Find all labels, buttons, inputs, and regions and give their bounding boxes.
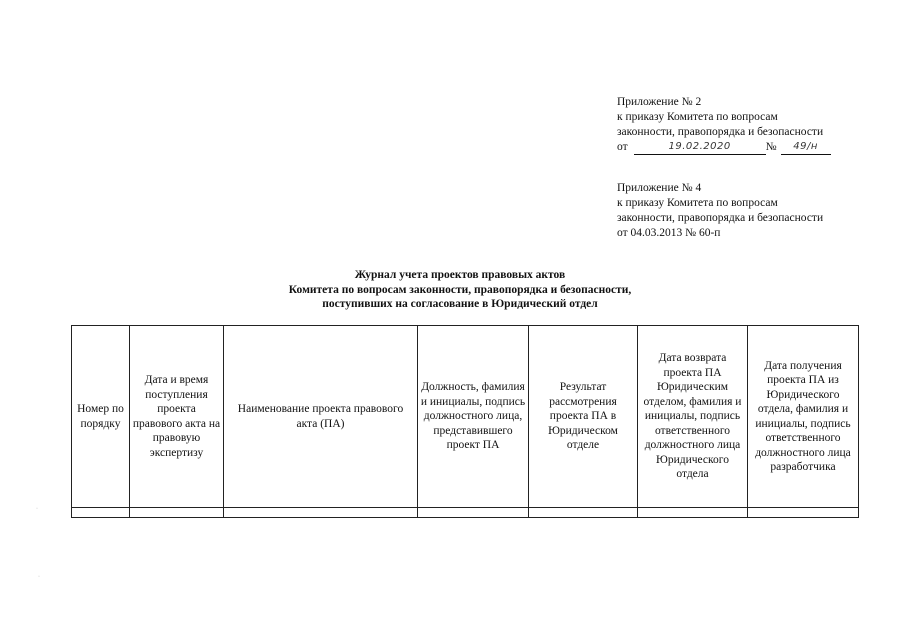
table-cell xyxy=(224,508,418,518)
header-act-name: Наименование проекта правового акта (ПА) xyxy=(224,326,418,508)
header-number: Номер по порядку xyxy=(72,326,130,508)
table-cell xyxy=(418,508,529,518)
scan-speck: · xyxy=(36,506,38,512)
appendix-4-order-ref: к приказу Комитета по вопросам xyxy=(617,197,778,209)
header-receipt-by-developer: Дата получения проекта ПА из Юридического отдела, фамилия и инициалы, подпись ответственного должностного лица разработчика xyxy=(748,326,859,508)
order-number-field xyxy=(781,141,831,155)
appendix-2-committee: законности, правопорядка и безопасности xyxy=(617,126,824,138)
order-date-handwritten: 19.02.2020 xyxy=(668,141,731,152)
order-date-field xyxy=(634,141,766,155)
journal-table xyxy=(71,325,859,518)
table-row xyxy=(72,508,859,518)
header-review-result: Результат рассмотрения проекта ПА в Юридическом отделе xyxy=(529,326,638,508)
header-return-date: Дата возврата проекта ПА Юридическим отделом, фамилия и инициалы, подпись ответственного должностного лица Юридического отдела xyxy=(638,326,748,508)
table-cell xyxy=(638,508,748,518)
appendix-4-block xyxy=(617,181,823,241)
journal-title xyxy=(230,268,690,312)
date-prefix: от xyxy=(617,141,628,153)
appendix-2-block xyxy=(617,95,831,155)
header-received-date: Дата и время поступления проекта правового акта на правовую экспертизу xyxy=(130,326,224,508)
appendix-2-heading: Приложение № 2 xyxy=(617,96,702,108)
appendix-2-order-line xyxy=(617,140,831,155)
appendix-2-order-ref: к приказу Комитета по вопросам xyxy=(617,111,778,123)
appendix-4-order-date: от 04.03.2013 № 60-п xyxy=(617,227,721,239)
table-cell xyxy=(72,508,130,518)
table-cell xyxy=(748,508,859,518)
journal-title-line-2: Комитета по вопросам законности, правопорядка и безопасности, xyxy=(288,283,632,296)
table-cell xyxy=(130,508,224,518)
scan-speck: · xyxy=(38,574,40,580)
appendix-4-heading: Приложение № 4 xyxy=(617,182,702,194)
order-number-handwritten: 49/н xyxy=(793,141,818,152)
number-prefix: № xyxy=(765,141,777,153)
appendix-4-committee: законности, правопорядка и безопасности xyxy=(617,212,824,224)
journal-title-line-1: Журнал учета проектов правовых актов xyxy=(354,269,566,281)
table-cell xyxy=(529,508,638,518)
table-header-row xyxy=(72,326,859,508)
header-submitter: Должность, фамилия и инициалы, подпись должностного лица, представившего проект ПА xyxy=(418,326,529,508)
journal-title-line-3: поступивших на согласование в Юридический отдел xyxy=(322,298,598,310)
